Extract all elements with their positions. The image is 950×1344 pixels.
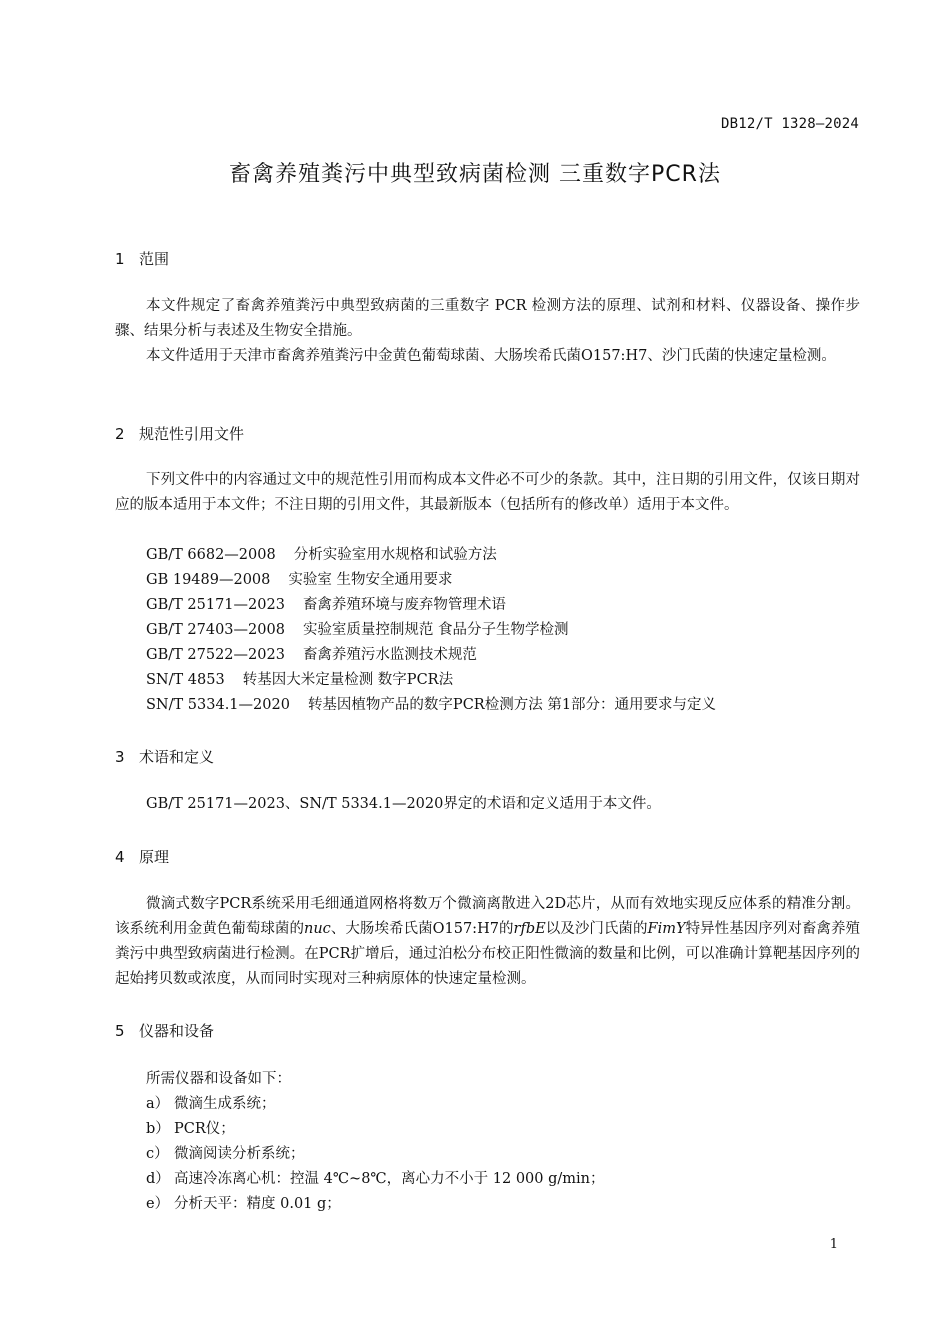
list-marker: d）	[146, 1171, 170, 1187]
reference-title: 转基因植物产品的数字PCR检测方法 第1部分：通用要求与定义	[307, 697, 717, 713]
reference-title: 实验室 生物安全通用要求	[288, 572, 453, 588]
reference-code: GB 19489—2008	[146, 572, 271, 588]
reference-title: 分析实验室用水规格和试验方法	[293, 547, 497, 563]
principle-text: 特异性基因序列对畜禽养殖粪污中典型致病菌进行检测。在PCR扩增后，通过泊松分布校正阳性微滴的数量和比例，可以准确计算靶基因序列的起始拷贝数或浓度，从而同时实现对三种病原体的快速定量检测。	[115, 921, 861, 987]
gene-name-nuc: nuc	[304, 921, 331, 937]
list-item	[146, 1092, 276, 1117]
list-marker: c）	[146, 1146, 169, 1162]
reference-item	[146, 693, 716, 718]
document-title: 畜禽养殖粪污中典型致病菌检测 三重数字PCR法	[229, 162, 721, 187]
section-title: 仪器和设备	[139, 1022, 215, 1040]
list-item-text: 分析天平：精度 0.01 g；	[174, 1196, 341, 1212]
section-number: 3	[115, 748, 125, 766]
section-heading-terms	[115, 746, 214, 767]
normative-intro: 下列文件中的内容通过文中的规范性引用而构成本文件必不可少的条款。其中，注日期的引用文件，仅该日期对应的版本适用于本文件；不注日期的引用文件，其最新版本（包括所有的修改单）适用于本文件。	[115, 472, 860, 513]
list-marker: e）	[146, 1196, 170, 1212]
section-heading-instruments	[115, 1020, 214, 1041]
reference-item	[146, 543, 497, 568]
reference-item	[146, 618, 569, 643]
scope-paragraph-1: 本文件规定了畜禽养殖粪污中典型致病菌的三重数字 PCR 检测方法的原理、试剂和材料、仪器设备、操作步骤、结果分析与表述及生物安全措施。	[115, 298, 860, 339]
reference-code: SN/T 4853	[146, 672, 225, 688]
gene-name-rfbe: rfbE	[513, 921, 546, 937]
principle-text: 、大肠埃希氏菌O157:H7的	[330, 921, 514, 937]
reference-code: GB/T 27403—2008	[146, 622, 285, 638]
reference-title: 畜禽养殖环境与废弃物管理术语	[302, 597, 506, 613]
reference-code: GB/T 25171—2023	[146, 597, 285, 613]
section-number: 2	[115, 425, 125, 443]
section-number: 5	[115, 1022, 125, 1040]
section-number: 4	[115, 848, 125, 866]
list-item	[146, 1142, 305, 1167]
reference-code: GB/T 27522—2023	[146, 647, 285, 663]
list-item	[146, 1192, 341, 1217]
list-item	[146, 1117, 235, 1142]
section-title: 术语和定义	[139, 748, 215, 766]
list-item-text: 微滴阅读分析系统；	[174, 1146, 305, 1162]
gene-name-fimy: FimY	[647, 921, 686, 937]
reference-code: SN/T 5334.1—2020	[146, 697, 290, 713]
section-title: 范围	[139, 250, 170, 268]
list-marker: a）	[146, 1096, 170, 1112]
list-item	[146, 1167, 605, 1192]
section-title: 原理	[139, 848, 170, 866]
principle-text: 微滴式数字PCR系统采用毛细通道网格将数万个微滴离散进入2D芯片，从而有效地实现反应体系的精准分割。该系统利用金黄色葡萄球菌的	[115, 896, 860, 937]
section-heading-scope	[115, 248, 169, 269]
section-title: 规范性引用文件	[139, 425, 245, 443]
section-heading-normative	[115, 423, 244, 444]
terms-paragraph: GB/T 25171—2023、SN/T 5334.1—2020界定的术语和定义适用于本文件。	[146, 796, 661, 812]
section-heading-principle	[115, 846, 169, 867]
reference-title: 转基因大米定量检测 数字PCR法	[242, 672, 454, 688]
reference-item	[146, 668, 453, 693]
instruments-intro: 所需仪器和设备如下：	[146, 1071, 291, 1087]
section-number: 1	[115, 250, 125, 268]
reference-code: GB/T 6682—2008	[146, 547, 276, 563]
principle-paragraph	[115, 892, 860, 992]
page-number: 1	[829, 1237, 838, 1252]
list-item-text: 高速冷冻离心机：控温 4℃~8℃，离心力不小于 12 000 g/min；	[174, 1171, 605, 1187]
scope-paragraph-2: 本文件适用于天津市畜禽养殖粪污中金黄色葡萄球菌、大肠埃希氏菌O157:H7、沙门氏菌的快速定量检测。	[146, 348, 836, 364]
list-marker: b）	[146, 1121, 170, 1137]
reference-title: 畜禽养殖污水监测技术规范	[302, 647, 477, 663]
standard-code: DB12/T 1328—2024	[720, 116, 859, 132]
principle-text: 以及沙门氏菌的	[545, 921, 648, 937]
list-item-text: 微滴生成系统；	[174, 1096, 276, 1112]
reference-item	[146, 643, 477, 668]
reference-item	[146, 593, 506, 618]
reference-item	[146, 568, 453, 593]
reference-title: 实验室质量控制规范 食品分子生物学检测	[302, 622, 569, 638]
list-item-text: PCR仪；	[174, 1121, 235, 1137]
